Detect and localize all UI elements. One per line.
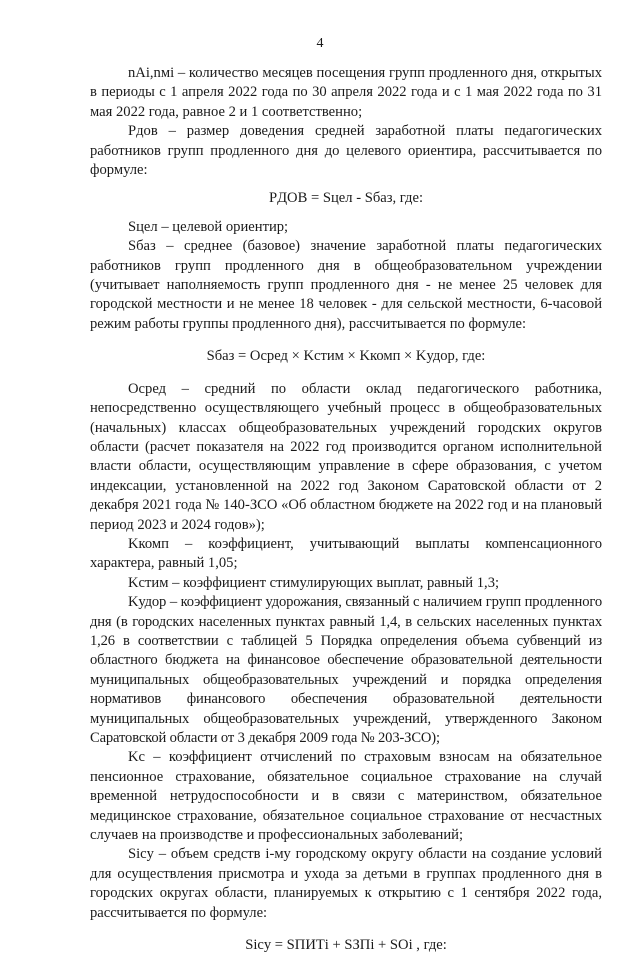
formula-rdov: PДОВ = Sцел - Sбаз, где: — [268, 190, 423, 207]
scel-definition: Sцел – целевой ориентир; — [128, 218, 289, 235]
page-number: 4 — [316, 36, 324, 51]
kudor-definition: Kудор – коэффициент удорожания, связанный с наличием групп продленного дня (в городских населенных пунктах равный 1,4, в сельских населенных пунктах 1,26 в соответствии с таблицей 5 Порядка определения объема субвенций из областного бюджета на финансовое обеспечение образовательной деятельности муниципальных общеобразовательных учреждений и порядка определения нормативов финансового обеспечения образовательной деятельности муниципальных общеобразовательных учреждений, утвержденного Законом Саратовской области от 3 декабря 2009 года № 203-ЗСО); — [90, 594, 602, 746]
formula-sbaz: Sбаз = Oсред × Kстим × Kкомп × Kудор, где: — [206, 348, 486, 365]
rdov-definition: Pдов – размер доведения средней заработной платы педагогических работников групп продленного дня до целевого ориентира, рассчитывается по формуле: — [90, 123, 602, 179]
document-body — [90, 64, 602, 955]
sicy-definition: Sicy – объем средств i-му городскому округу области на создание условий для осуществления присмотра и ухода за детьми в группах продленного дня в городских округах области, планируемых к открытию с 1 сентября 2022 года, рассчитывается по формуле: — [90, 846, 602, 921]
kc-definition: Kс – коэффициент отчислений по страховым взносам на обязательное пенсионное страхование, обязательное социальное страхование на случай временной нетрудоспособности и в связи с материнством, обязательное медицинское страхование, обязательное социальное страхование от несчастных случаев на производстве и профессиональных заболеваний; — [90, 749, 602, 844]
sbaz-definition: Sбаз – среднее (базовое) значение заработной платы педагогических работников групп продленного дня в общеобразовательном учреждении (учитывает наполняемость групп продленного дня - не менее 25 человек для городской местности и не менее 18 человек - для сельской местности, 6-часовой режим работы группы продленного дня), рассчитывается по формуле: — [90, 238, 602, 332]
kkomp-definition: Kкомп – коэффициент, учитывающий выплаты компенсационного характера, равный 1,05; — [90, 535, 602, 572]
formula-sicy: Sicy = SПИТi + SЗПi + SOi , где: — [245, 937, 447, 954]
n-definition: nAi,nмi – количество месяцев посещения групп продленного дня, открытых в периоды с 1 апреля 2022 года по 30 апреля 2022 года и с 1 мая 2022 года по 31 мая 2022 года, равное 2 и 1 соответственно; — [90, 65, 602, 120]
kstim-definition: Kстим – коэффициент стимулирующих выплат, равный 1,3; — [128, 574, 500, 591]
osred-definition: Oсред – средний по области оклад педагогического работника, непосредственно осуществляющего учебный процесс в общеобразовательных (начальных) классах общеобразовательных учреждений городских округов области (расчет показателя на 2022 год производится органом исполнительной власти области, осуществляющим управление в сфере образования, с учетом индексации, установленной на 2022 год Законом Саратовской области от 2 декабря 2021 года № 140-ЗСО «Об областном бюджете на 2022 год и на плановый период 2023 и 2024 годов»); — [90, 380, 602, 533]
